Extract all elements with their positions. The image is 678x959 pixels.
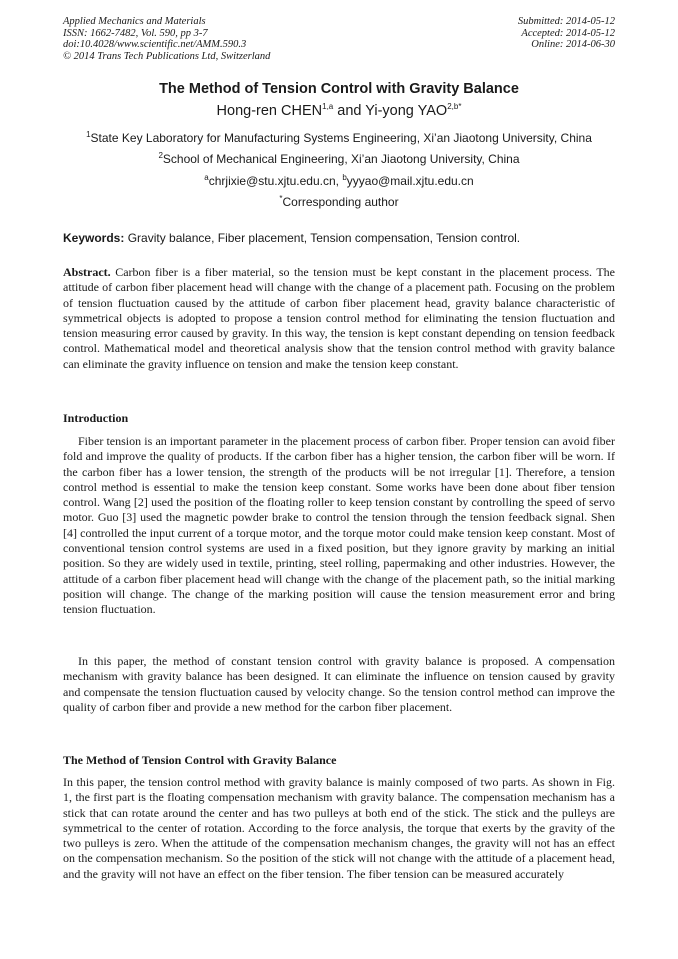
keywords-text: Gravity balance, Fiber placement, Tension compensation, Tension control. xyxy=(124,231,521,245)
author-line xyxy=(0,103,678,119)
paper-title: The Method of Tension Control with Gravity Balance xyxy=(159,81,519,97)
submission-dates xyxy=(518,16,615,51)
accepted-date: Accepted: 2014-05-12 xyxy=(521,27,615,39)
introduction-heading: Introduction xyxy=(63,411,129,425)
journal-issn: ISSN: 1662-7482, Vol. 590, pp 3-7 xyxy=(63,27,208,39)
author-1-sup: 1,a xyxy=(322,102,334,112)
author-and: and xyxy=(333,103,366,119)
email-a: chrjixie@stu.xjtu.edu.cn, xyxy=(208,174,343,188)
journal-info xyxy=(63,16,270,62)
method-paragraph-1: In this paper, the tension control method with gravity balance is mainly composed of two parts. As shown in Fig. 1, the first part is the floating compensation mechanism with gravity balance. The compensation mechanism has a stick that can rotate around the center and has two pulleys at both end of the stick. The stick and the pulleys are symmetrical to the center of rotation. According to the force analysis, the torque that exerts by the gravity of the two pulleys is zero. When the attitude of the compensation mechanism changes, the gravity will not has an effect on the compensation mechanism. So the position of the stick will not change with the attitude of a placement head, and the gravity will not have an effect on the fiber tension. The fiber tension can be measured accurately xyxy=(63,775,615,881)
journal-doi: doi:10.4028/www.scientific.net/AMM.590.3 xyxy=(63,39,247,50)
introduction-paragraph-2: In this paper, the method of constant tension control with gravity balance is proposed. A compensation mechanism with gravity balance has been designed. It can eliminate the influence on tension caused by gravity and compensate the tension fluctuation caused by velocity change. So the tension control method can improve the quality of carbon fiber and provide a new method for the carbon fiber placement. xyxy=(63,654,615,714)
affiliation-1-sup: 1 xyxy=(86,130,91,139)
corresponding-author xyxy=(0,195,678,209)
corresponding-sup: * xyxy=(279,194,283,203)
abstract-label: Abstract. xyxy=(63,265,111,279)
affiliation-2-text: School of Mechanical Engineering, Xi’an Jiaotong University, China xyxy=(162,152,520,166)
author-1: Hong-ren CHEN xyxy=(216,103,323,119)
affiliation-1 xyxy=(0,131,678,145)
submitted-date: Submitted: 2014-05-12 xyxy=(517,16,615,27)
keywords-label: Keywords: xyxy=(63,231,125,245)
introduction-paragraph-1: Fiber tension is an important parameter in the placement process of carbon fiber. Proper tension can avoid fiber fold and improve the quality of products. If the carbon fiber has a higher tension, the carbon fiber will be worn. If the carbon fiber has a lower tension, the strength of the products will be not irregular [1]. Therefore, a tension control method is essential to make the tension keep constant. Some works have been done about fiber tension control. Wang [2] used the position of the floating roller to keep tension constant by controlling the speed of servo motor. Guo [3] used the magnetic powder brake to control the tension through the tension feedback signal. Shen [4] controlled the input current of a torque motor, and the torque motor could make tension keep constant. Most of conventional tension control systems are used in a fixed position, but they ignore gravity by marking an initial position. So they are widely used in textile, printing, steel rolling, papermaking and other industries. However, the attitude of a carbon fiber placement head will change with the change of the placement path, so the initial marking position will change. The change of the marking position will cause the tension measurement error and bring tension fluctuation. xyxy=(63,434,615,617)
affiliation-2 xyxy=(0,152,678,166)
email-line xyxy=(0,174,678,188)
affiliation-1-text: State Key Laboratory for Manufacturing Systems Engineering, Xi’an Jiaotong University, China xyxy=(90,131,592,145)
email-a-sup: a xyxy=(204,173,209,182)
abstract xyxy=(63,265,615,372)
author-2-sup: 2,b* xyxy=(447,102,462,112)
email-b-sup: b xyxy=(342,173,347,182)
email-b: yyyao@mail.xjtu.edu.cn xyxy=(346,174,474,188)
online-date: Online: 2014-06-30 xyxy=(531,39,615,50)
journal-name: Applied Mechanics and Materials xyxy=(63,16,206,27)
keywords xyxy=(63,231,615,245)
author-2: Yi-yong YAO xyxy=(365,103,448,119)
journal-copyright: © 2014 Trans Tech Publications Ltd, Switzerland xyxy=(63,50,271,62)
abstract-text: Carbon fiber is a fiber material, so the tension must be kept constant in the placement process. The attitude of carbon fiber placement head will change with the change of a placement path. Focusing on the problem of tension fluctuation caused by the attitude of carbon fiber placement head, gravity balance characteristic of symmetrical objects is adopted to propose a tension control method for eliminating the tension fluctuation and tension measuring error caused by gravity. In this way, the tension is kept constant depending on tension feedback control. Mathematical model and theoretical analysis show that the tension control method with gravity balance can eliminate the gravity influence on tension and make the tension keep constant. xyxy=(63,265,615,371)
corresponding-text: Corresponding author xyxy=(282,195,399,209)
method-heading: The Method of Tension Control with Gravity Balance xyxy=(63,753,337,767)
affiliation-2-sup: 2 xyxy=(158,151,163,160)
